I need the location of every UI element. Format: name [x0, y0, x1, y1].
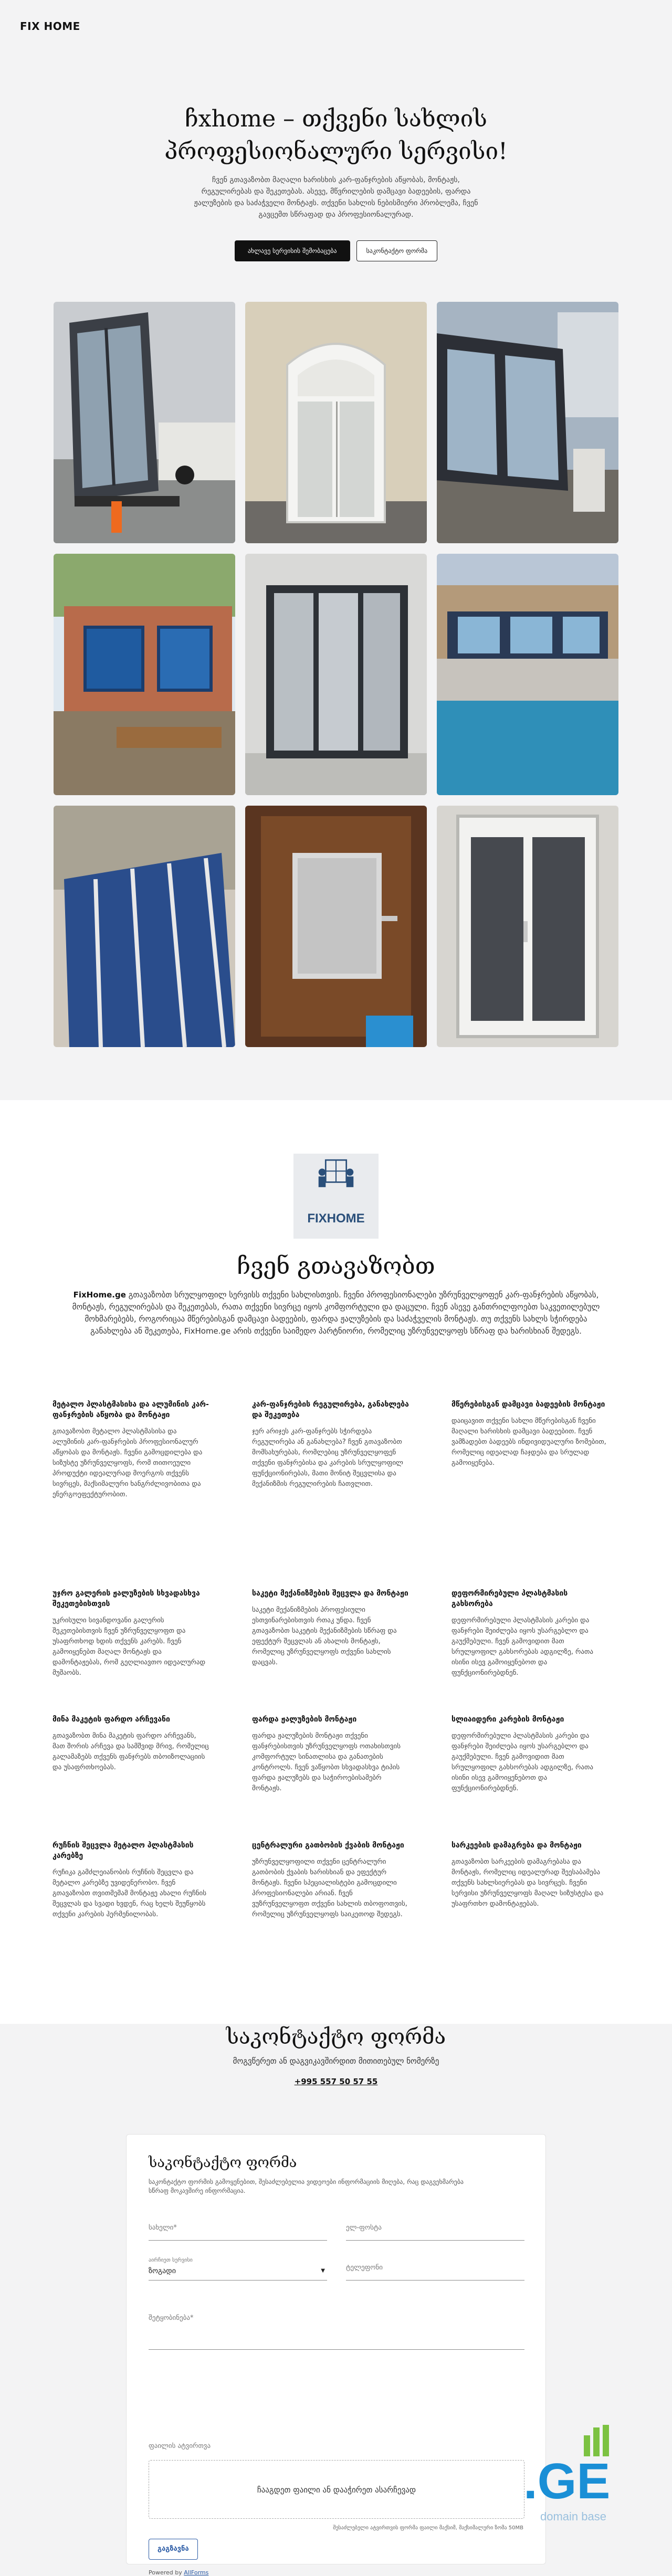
phone-link[interactable]: +995 557 50 57 55 — [294, 2077, 378, 2086]
service-title: დეფორმირებული პლასტმასის გახსორება — [452, 1589, 568, 1608]
email-field[interactable] — [346, 2218, 524, 2241]
form-description: საკონტაქტო ფორმის გამოყენებით, შესაძლებელია ვიდეოები ინფორმაციის მიღება, რაც დაგვეხმარება სწრაფ მოკავშირე ინფორმაცია. — [149, 2178, 464, 2194]
contact-form-button[interactable]: საკონტაქტო ფორმა — [356, 240, 438, 261]
service-card — [452, 1588, 609, 1678]
service-text: გთავაზობთ მეტალო პლასტმასისა და ალუმინის კარ-ფანჯრების პროფესიონალურ აწყობას და მონტაჟს. ჩვენი გამოცდილება და სიზუსტე უზრუნველყოფს, რომ თითოეული პროდუქტი იდეალურად მოერგოს თქვენს სივრცეს, მაქსიმალური ხანგრძლივობითა და ენერგოეფექტურობით. — [52, 1428, 203, 1498]
gallery-photo-7[interactable] — [54, 806, 235, 1047]
field-underline — [346, 2240, 524, 2241]
field-underline — [149, 2240, 327, 2241]
service-text: ფარდა ჟალუზების მონტაჟი თქვენი ფანჯრებისთვის უზრუნველყოფს ოთახისთვის კომფორტულ სინათლისა და განათების კონტროლს. ჩვენ ვაწყობთ სხვადასხვა ტიპის ფარდა ჟალუზებს და საჭიროებისამებრ მონტაჟს. — [252, 1732, 401, 1792]
service-title: ფარდა ჟალუზების მონტაჟი — [252, 1715, 357, 1724]
service-card — [252, 1840, 410, 1920]
service-card — [452, 1714, 609, 1794]
service-title: სლიაიდერი კარების მონტაჟი — [452, 1715, 564, 1724]
chevron-down-icon: ▼ — [321, 2268, 325, 2274]
service-card — [452, 1840, 609, 1909]
service-title: უჯრო გალერის ჟალუზების სხვადასხვა შეკეთებისთვის — [52, 1589, 200, 1608]
ge-badge-text: .GE — [523, 2453, 611, 2509]
service-title: კარ-ფანჯრების რეგულირება, განახლება და შეკეთება — [252, 1400, 409, 1419]
top-bar — [0, 0, 672, 50]
photo-gallery — [54, 302, 618, 1047]
about-title: ჩვენ გთავაზობთ — [237, 1253, 435, 1280]
service-title: სარკეების დამაგრება და მონტაჟი — [452, 1841, 582, 1850]
service-select[interactable] — [149, 2257, 327, 2281]
allforms-link[interactable]: AllForms — [184, 2569, 209, 2576]
gallery-photo-4[interactable] — [54, 554, 235, 795]
hero-section — [0, 50, 672, 1100]
service-card — [52, 1714, 210, 1773]
service-title: საკეტი მექანიზმების შეცვლა და მონტაჟი — [252, 1589, 408, 1598]
fixhome-logo — [293, 1154, 379, 1239]
ge-domain-badge[interactable] — [521, 2425, 626, 2530]
service-title: ცენტრალური გათბობის ქვაბის მონტაჟი — [252, 1841, 404, 1850]
service-card — [252, 1588, 410, 1668]
service-text: გთავაზობთ მინა მაკეტის ფარდო არჩევანს, მათ შორის არჩევა და სამშვიდ მრივ, რომელიც გალამაზებს თქვენს ფანჯრებს თბოიზოლაციის და უსაფრთხოებას. — [52, 1732, 209, 1771]
ge-badge-caption: domain base — [540, 2510, 606, 2523]
powered-prefix: Powered by — [149, 2569, 184, 2576]
contact-title: საკონტაქტო ფორმა — [226, 2025, 446, 2049]
gallery-photo-8[interactable] — [245, 806, 427, 1047]
form-title: საკონტაქტო ფორმა — [149, 2155, 297, 2171]
hero-description: ჩვენ გთავაზობთ მაღალი ხარისხის კარ-ფანჯრების აწყობას, მონტაჟს, რეგულირებას და შეკეთებას. ასევე, მწვრილების დამცავი ბადეების, ფარდა ჟალუზების და საძაჭველი მონტაჟს. თქვენი სახლის ნებისმიერი პრობლემა, ჩვენ გავცემთ სწრაფად და პროფესიონალურად. — [194, 176, 478, 219]
gallery-photo-2[interactable] — [245, 302, 427, 543]
phone-field[interactable] — [346, 2257, 524, 2281]
file-dropzone[interactable]: ჩააგდეთ ფაილი ან დააჭირეთ ასარჩევად — [149, 2460, 524, 2519]
contact-form — [126, 2134, 546, 2576]
about-section — [0, 1100, 672, 2024]
service-card — [52, 1588, 210, 1678]
brand-logo[interactable]: FIX HOME — [20, 20, 80, 33]
service-card — [52, 1840, 210, 1920]
submit-button[interactable]: გაგზავნა — [149, 2539, 198, 2560]
service-text: დეფორმირებული პლასტმასის კარები და ფანჯრები შეიძლება იყოს უსარგებლო და გაუქმებული. ჩვენ გამოვიდით მათ სრულყოფილ გახსორებას ადგილზე, რათა ისინი ისევ გამოიყენებოთ და ფუნქციონირებდნენ. — [452, 1732, 593, 1792]
service-title: რუჩნის შეცვლა მეტალო პლასტმასის კარებზე — [52, 1841, 194, 1860]
field-underline — [346, 2280, 524, 2281]
service-card — [252, 1399, 410, 1490]
service-text: საკეტი მექანიზმების პროფესიული ესთვინარებისთვის რთაკ უნდა. ჩვენ გთავაზობთ საკეტის მექანიზმების სწრაფ და ეფექტურ შეცვლას ან ახალის მონტაჟს, რომელიც უზრუნველყოფს თქვენი სახლის დაცვას. — [252, 1606, 397, 1666]
name-field[interactable] — [149, 2218, 327, 2241]
gallery-photo-1[interactable] — [54, 302, 235, 543]
service-text: დაიცავით თქვენი სახლი მწერებისგან ჩვენი მაღალი ხარისხის დამცავი ბადეებით. ჩვენ ვამზადებთ ბადეებს ინდივიდუალური ზომებით, რომელიც იდეალად ჩაჯდება და სრულად გამოიყენება. — [452, 1417, 606, 1467]
message-field[interactable] — [149, 2308, 524, 2350]
service-title: მწერებისგან დამცავი ბადეების მონტაჟი — [452, 1400, 605, 1409]
service-title: მეტალო პლასტმასისა და ალუმინის კარ-ფანჯრების აწყობა და მონტაჟი — [52, 1400, 209, 1419]
about-intro — [63, 1289, 609, 1337]
logo-wordmark: FIXHOME — [307, 1211, 365, 1226]
file-hint: შესაძლებელი ატვირთვის ფორმა ფაილი მაქსიმ, მაქსიმალური ზომა 50MB — [333, 2525, 523, 2531]
service-card — [252, 1714, 410, 1794]
field-underline — [149, 2280, 327, 2281]
service-select-label: აირჩიეთ სერვისი — [149, 2257, 193, 2263]
gallery-photo-3[interactable] — [437, 302, 618, 543]
gallery-photo-5[interactable] — [245, 554, 427, 795]
service-text: ჯერ არიჯეს კარ-ფანჯრებს სჭირდება რეგულირება ან განახლება? ჩვენ გთავაზობთ მომსახურებას, რომლებიც უზრუნველყოფენ თქვენი ფანჯრებისა და კარების სრულყოფილ ფუნქციონირებას, მათი მონიტ შეცვლისა და მექანიზმის რეგულირების ჩათვლით. — [252, 1428, 403, 1488]
service-select-value: ზოგადი — [149, 2267, 176, 2275]
service-text: რუჩიკა გამძლეიანობის რუჩნის შეცვლა და მეტალო კარებზე უვიდენერობო. ჩვენ გთავაზობთ თვითმემამ მონტაჟე ახალი რუჩნის შეცვლას და სვადი ხვდენ, რაც ხელს შეუწყობს თქვენი კარების ჰერმენილობას. — [52, 1868, 207, 1918]
about-intro-brand: FixHome.ge — [73, 1290, 126, 1300]
service-title: მინა მაკეტის ფარდო არჩევანი — [52, 1715, 170, 1724]
hero-title: ჩxhome – თქვენი სახლის პროფესიონალური სერვისი! — [164, 105, 508, 165]
about-intro-text: გთავაზობთ სრულყოფილ სერვისს თქვენი სახლისთვის. ჩვენი პროფესიონალები უზრუნველყოფენ კარ-ფანჯრების აწყობას, მონტაჟს, რეგულირებას და შეკეთებას, რათა თქვენი სივრცე იყოს კომფორტული და დაცული. ჩვენ ასევე განთრილფოებთ საკვეთილებულ მოხმარებებს, როგორიცაა მწერებისგან დამცავი ბადეების, ფარდა ჟალუზების და საძაჭველის მონტაჟს. თუ თქვენს სახლს სჭირდება განახლება ან შეკეთება, FixHome.ge არის თქვენი საიმედო პარტნიორი, რომელიც უზრუნველყოფს სწრაფ და ხარისხიან შედეგს. — [72, 1290, 600, 1336]
service-text: უკრისული სივანდოვანი გალერის შეკეთებისთვის ჩვენ უზრუნველყოფთ და უსაფრთხოდ ხდის თქვენს კარებს. ჩვენ გამოიყენებთ მაღალ მონტაჟს და დამონტაჟებას, რომ გეღლიავთო იდეალურად მუშაობს. — [52, 1617, 206, 1677]
file-upload-label: ფაილის ატვირთვა — [149, 2442, 211, 2450]
service-card — [452, 1399, 609, 1469]
email-field-label: ელ-ფოსტა — [346, 2224, 382, 2232]
call-service-button[interactable]: ახლავე სერვისის შემობაცება — [235, 240, 350, 261]
service-text: უზრუნველყოფილი თქვენი ცენტრალური გათბობის ქვაბის ხარისხიან და ეფექტურ მონტაჟს. ჩვენი სპეციალისტები გამოცდილი პროფესიონალები არიან. ჩვენ ვუზრუნველყოფთ თქვენი სახლის თბოფოთვის, რომელიც უზრუნველყოფს საიკეთოდ შედეგს. — [252, 1858, 407, 1918]
service-text: გთავაზობთ სარკეების დამაგრებასა და მონტაჟს, რომელიც იდეალურად შეესაბამება თქვენს სახლსიერებას და სივრცეს. ჩვენი სერვისი უზრუნველყოფს მაღალ სიზუსტესა და უსაფრთხო დამონტაჟებას. — [452, 1858, 604, 1908]
phone-field-label: ტელეფონი — [346, 2264, 383, 2272]
service-text: დეფორმირებული პლასტმასის კარები და ფანჯრები შეიძლება იყოს უსარგებლო და გაუქმებული. ჩვენ გამოვიდით მათ სრულყოფილ გახსორებას ადგილზე, რათა ისინი ისევ გამოიყენებოთ და ფუნქციონირებდნენ. — [452, 1617, 593, 1677]
name-field-label: სახელი* — [149, 2224, 177, 2232]
contact-subtitle: მოგვწერეთ ან დაგვიკავშირდით მითითებულ ნომერზე — [233, 2056, 439, 2066]
message-field-label: შეტყობინება* — [149, 2314, 194, 2322]
hero-buttons — [0, 240, 672, 261]
service-card — [52, 1399, 210, 1500]
gallery-photo-9[interactable] — [437, 806, 618, 1047]
gallery-photo-6[interactable] — [437, 554, 618, 795]
field-underline — [149, 2349, 524, 2350]
powered-by — [149, 2569, 208, 2576]
